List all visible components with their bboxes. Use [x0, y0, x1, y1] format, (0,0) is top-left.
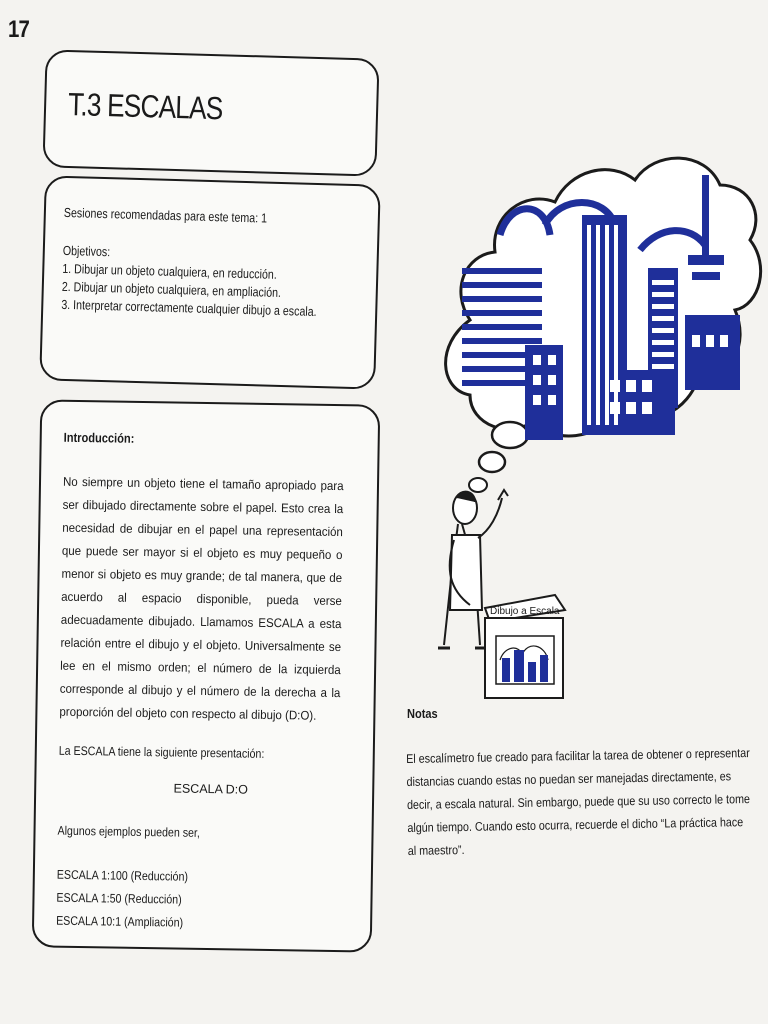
page-title: T.3 ESCALAS — [67, 86, 223, 127]
introduction-heading: Introducción: — [63, 429, 135, 446]
escala-format: ESCALA D:O — [173, 781, 249, 797]
examples-list — [56, 864, 316, 937]
objectives-label: Objetivos: — [62, 242, 111, 260]
notes-heading: Notas — [407, 706, 438, 721]
example-item: ESCALA 1:50 (Reducción) — [56, 890, 182, 907]
example-item: ESCALA 1:100 (Reducción) — [56, 867, 189, 884]
page-number: 17 — [8, 16, 29, 43]
objective-item: 3. Interpretar correctamente cualquier dibujo a escala. — [61, 296, 317, 319]
introduction-box — [32, 399, 381, 952]
sessions-text: Sesiones recomendadas para este tema: 1 — [63, 204, 268, 226]
examples-intro: Algunos ejemplos pueden ser, — [57, 823, 201, 840]
example-item: ESCALA 10:1 (Ampliación) — [56, 913, 184, 930]
notes-body: El escalímetro fue creado para facilitar la tarea de obtener o representar distancias cuando estas no puedan ser manejadas directamente, es decir, a escala natural. Sin embargo, puede que su uso correcto le tome algún tiempo. Cuando esto ocurra, recuerde el dicho “La práctica hace al maestro”. — [406, 746, 751, 858]
sign-label: Dibujo a Escala — [490, 606, 560, 617]
introduction-body: No siempre un objeto tiene el tamaño apropiado para ser dibujado directamente sobre el papel. Esto crea la necesidad de dibujar en el papel una representación que puede ser mayor si el objeto es muy pequeño o menor si objeto es muy grande; de tal manera, que de acuerdo al espacio disponible, pueda verse adecuadamente dibujado. Llamamos ESCALA a esta relación entre el dibujo y el objeto. Universalmente se lee en el mismo orden; el número de la izquierda corresponde al dibujo y el número de la derecha a la proporción del objeto con respecto al dibujo (D:O). — [59, 474, 344, 723]
objective-item: 1. Dibujar un objeto cualquiera, en reducción. — [62, 260, 277, 282]
presentation-line: La ESCALA tiene la siguiente presentación: — [58, 743, 265, 761]
objective-item: 2. Dibujar un objeto cualquiera, en ampliación. — [61, 278, 282, 300]
city-dream-illustration — [430, 140, 765, 710]
title-box — [42, 49, 379, 176]
objectives-box — [39, 175, 381, 389]
scale-drawing-sign — [485, 595, 565, 698]
